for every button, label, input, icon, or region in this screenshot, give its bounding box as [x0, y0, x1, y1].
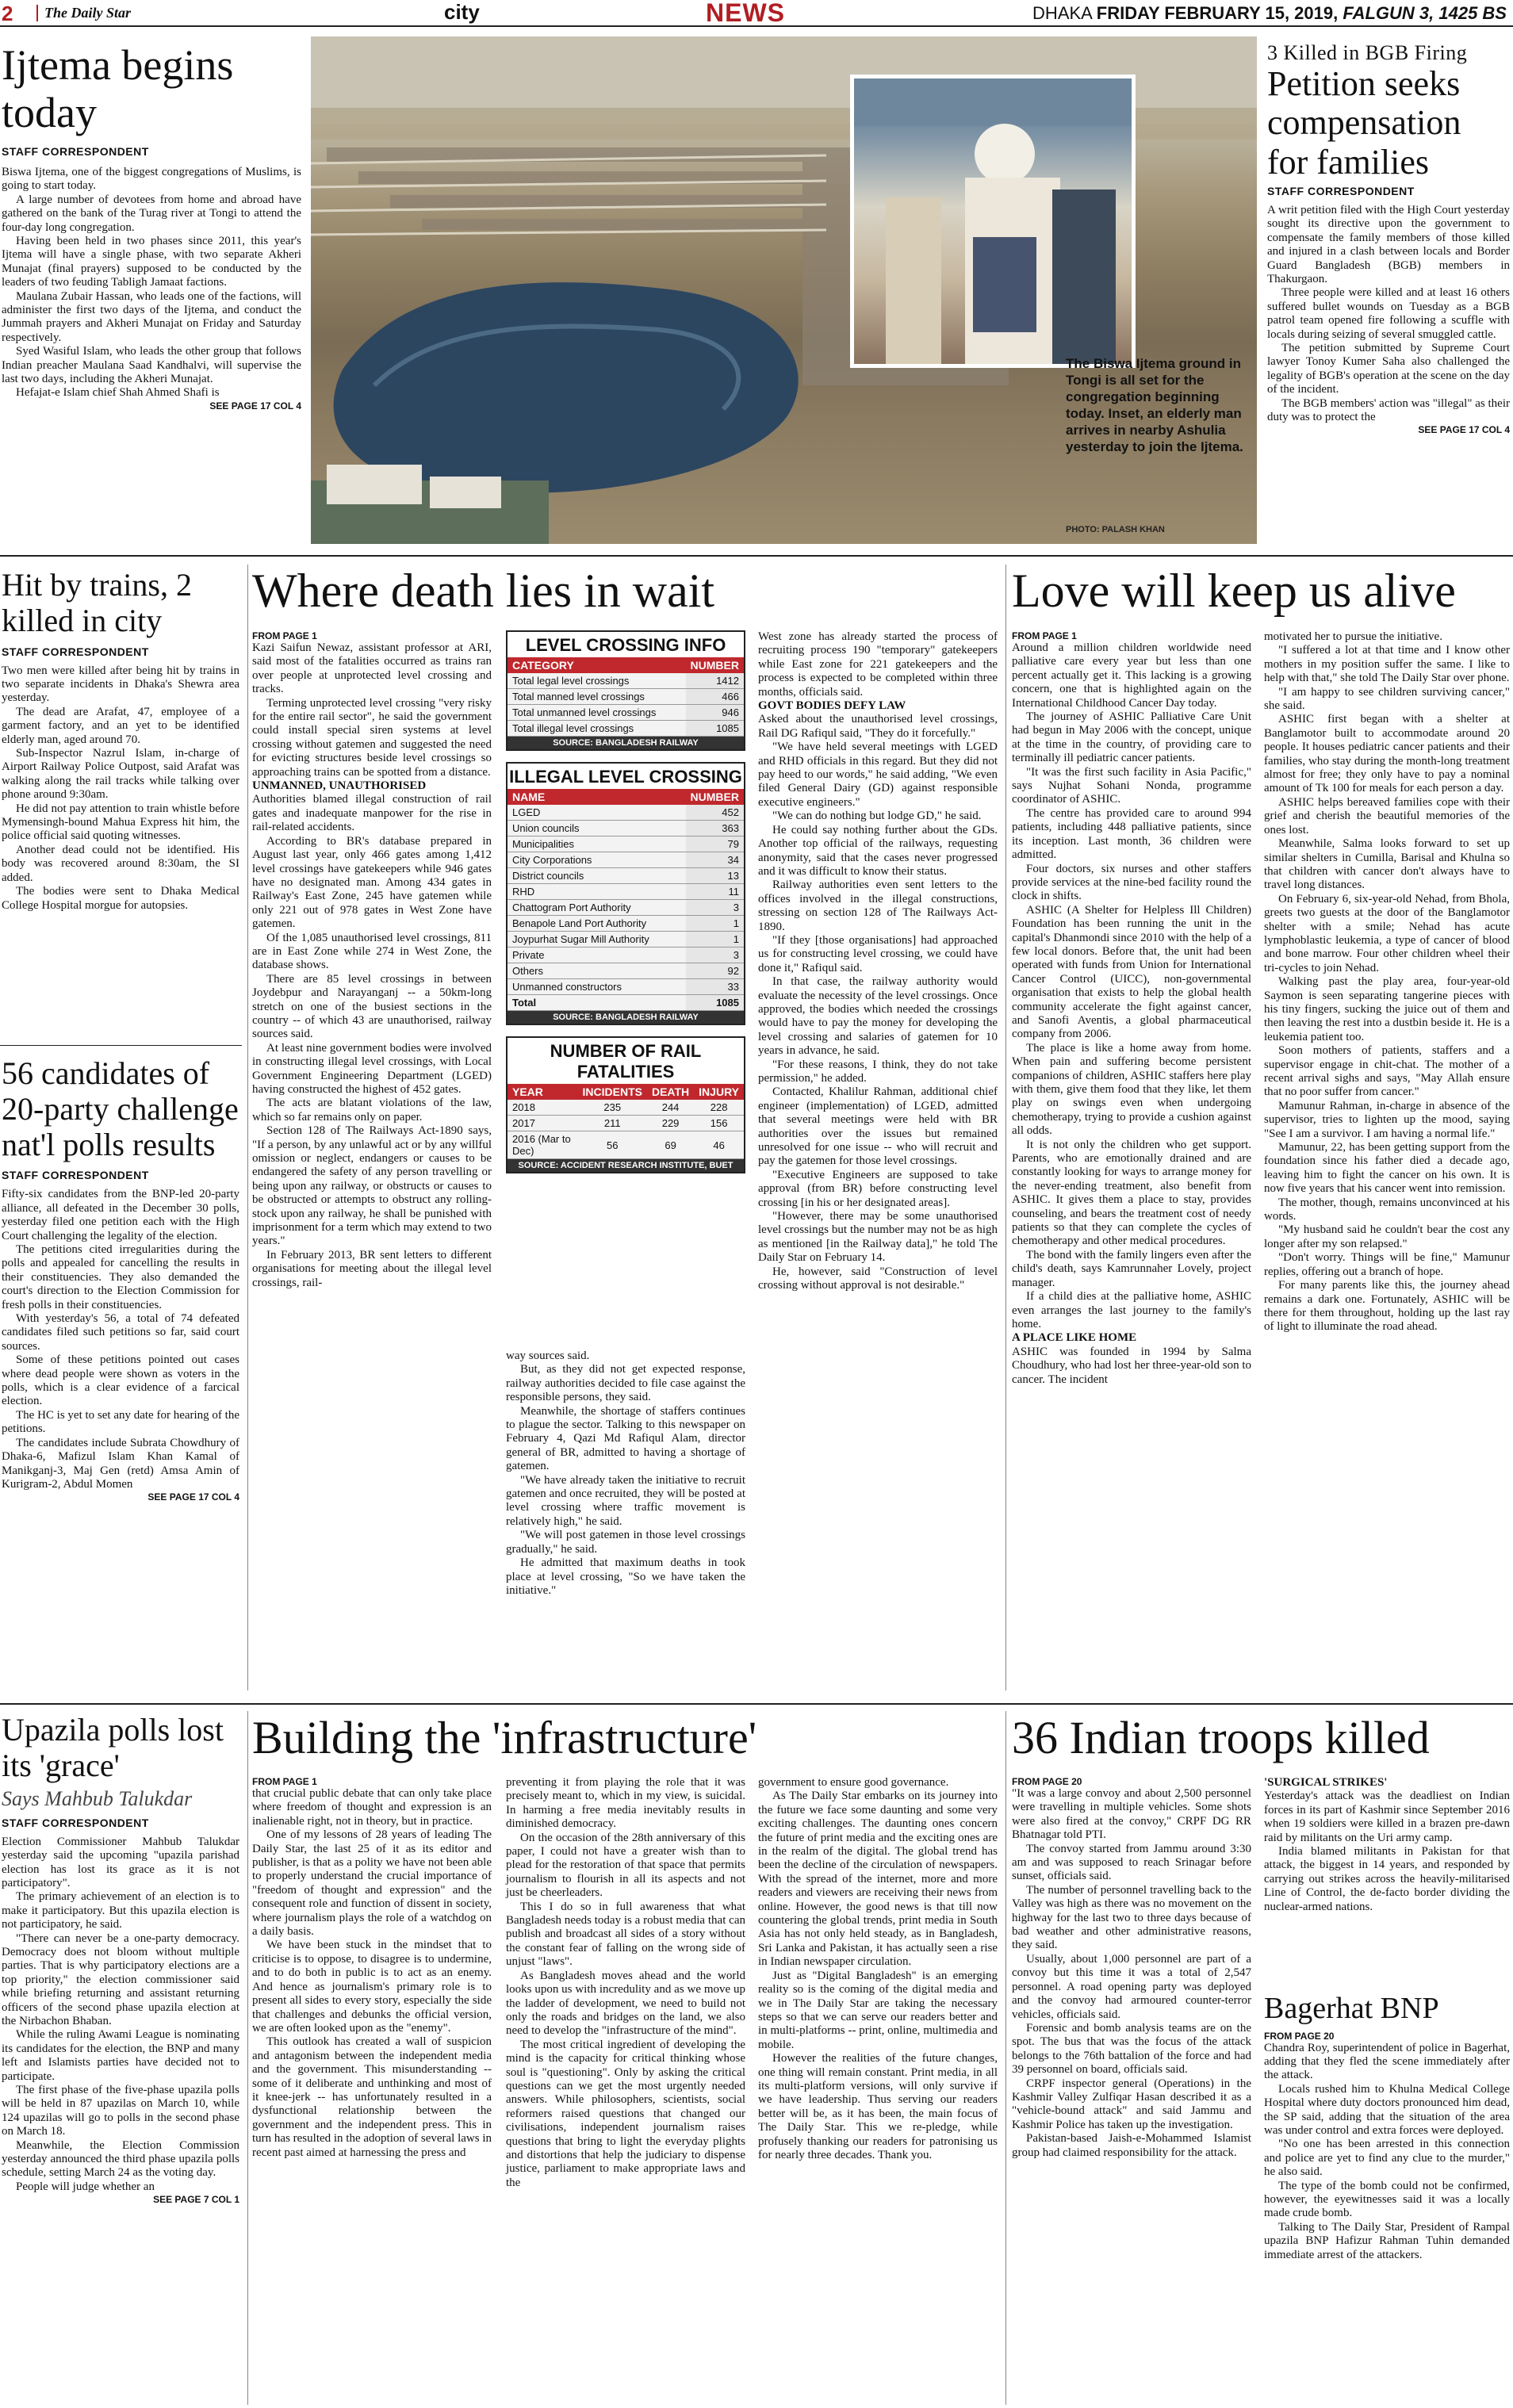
upazila-subhead: Says Mahbub Talukdar [2, 1786, 193, 1810]
cell: 156 [694, 1116, 744, 1131]
cell: 211 [578, 1116, 647, 1131]
paragraph: As Bangladesh moves ahead and the world looks upon us with incredulity and as we move up the ladder of development, we need to build not only the roads and bridges on the land, we also need to develop the "infrastructure of the mind". [506, 1969, 745, 2038]
upazila-byline: STAFF CORRESPONDENT [2, 1816, 149, 1829]
paragraph: Some of these petitions pointed out cases where dead people were shown as voters in the polls, which is a clear evidence of a farcical election. [2, 1353, 239, 1408]
paragraph: government to ensure good governance. [758, 1776, 949, 1789]
paragraph: "Don't worry. Things will be fine," Mamunur replies, offering out a branch of hope. [1264, 1251, 1510, 1278]
paragraph: However the realities of the future changes, one thing will remain constant. Print media, in all its multi-platform versions, will only survive if we have leadership. Thus serving our readers better will be, as it has been, the main focus of The Daily Star. This we re-pledge, while profusely thanking our readers for patronising us for nearly three decades. Thank you. [758, 2052, 998, 2161]
cell: 466 [686, 689, 744, 705]
troops-from: FROM PAGE 20 [1012, 1776, 1082, 1787]
cell: Union councils [508, 821, 686, 836]
candidates-story [2, 1056, 239, 1503]
cell: 1 [686, 916, 744, 932]
dateline-date: FRIDAY FEBRUARY 15, 2019, [1096, 3, 1339, 23]
cell: 228 [694, 1100, 744, 1116]
trains-byline: STAFF CORRESPONDENT [2, 645, 149, 658]
troops-col-2 [1264, 1776, 1510, 1914]
love-col-1 [1012, 630, 1251, 1387]
paragraph: According to BR's database prepared in August last year, only 466 gates among 1,412 level crossings have gatekeepers while 946 gates have no designated man. Among 434 gates in Railway's East Zone, 245 have gatemen while only 221 out of 978 gates in West Zone have gatemen. [252, 834, 492, 931]
paragraph: There are 85 level crossings in between Joydebpur and Narayanganj -- a 50km-long stretch on one of the busiest sections in the country -- of which 43 are unauthorised, railway sources said. [252, 972, 492, 1041]
troops-headline: 36 Indian troops killed [1012, 1712, 1430, 1763]
paragraph: Mamunur, 22, has been getting support from the foundation since his father died a decade ago, leaving him to fight the cancer on his own. It is now five years that his cancer went into remission. [1264, 1141, 1510, 1196]
paragraph: He did not pay attention to train whistle before Mymensingh-bound Mahua Express hit him, the police official said quoting witnesses. [2, 802, 239, 843]
cell: 33 [686, 979, 744, 995]
trains-story [2, 568, 239, 913]
cell: 3 [686, 900, 744, 916]
paragraph: "I suffered a lot at that time and I know other mothers in my position suffer the same. I like to help with that," she told The Daily Star over phone. [1264, 644, 1510, 685]
ijtema-headline: Ijtema begins today [2, 41, 234, 137]
infra-col-1 [252, 1776, 492, 2160]
paragraph: One of my lessons of 28 years of leading The Daily Star, the last 25 of it as its editor and publisher, is that as a polity we have not been able to properly understand the crucial importance of "freedom of thought and expression" and the consequent role and function of dissent in society, where journalism plays the role of a watchdog on a daily basis. [252, 1828, 492, 1939]
death-headline: Where death lies in wait [252, 565, 715, 617]
paragraph: ASHIC first began with a shelter at Banglamotor built to accommodate around 20 people. It houses pediatric cancer patients and their families, who stay during the month-long treatment almost for free; they only have to pay a nominal amount of Tk 100 for meals for each person a day. [1264, 713, 1510, 795]
paragraph: In February 2013, BR sent letters to different organisations for meeting about the illegal level crossings, rail- [252, 1248, 492, 1289]
paragraph: Contacted, Khalilur Rahman, additional chief engineer (implementation) of LGED, admitted that several meetings were held with BR authorities over the issues but remained unresolved for one issue -- who will recruit and pay the gatemen for those level crossings. [758, 1085, 998, 1168]
cell: 92 [686, 963, 744, 979]
cell: 1412 [686, 673, 744, 689]
paragraph: The convoy started from Jammu around 3:30 am and was supposed to reach Srinagar before sunset, officials said. [1012, 1842, 1251, 1883]
death-infographics [506, 630, 745, 1173]
paragraph: Two men were killed after being hit by trains in two separate incidents in Dhaka's Shewra area yesterday. [2, 664, 239, 705]
paragraph: Mamunur Rahman, in-charge in absence of the supervisor, tries to lighten up the mood, saying "See I am a survivor. I am having a normal life." [1264, 1099, 1510, 1140]
love-headline: Love will keep us alive [1012, 565, 1456, 617]
paragraph: Three people were killed and at least 16 others suffered bullet wounds on Tuesday as a BGB patrol team opened fire following a scuffle with locals during seizing of several smuggled cattle. [1267, 286, 1510, 341]
divider [0, 1703, 1513, 1705]
paragraph: The BGB members' action was "illegal" as their duty was to protect the [1267, 396, 1510, 423]
table-row [508, 805, 744, 821]
paragraph: Having been held in two phases since 2011, this year's Ijtema will have a single phase, with two separate Akheri Munajat (final prayers) supposed to be conducted by the leaders of two feuding Tabligh Jamaat factions. [2, 234, 301, 289]
paragraph: ASHIC helps bereaved families cope with their grief and cherish the beautiful memories of the ones lost. [1264, 795, 1510, 836]
table-row [508, 1116, 744, 1131]
cell: 2016 (Mar to Dec) [508, 1131, 578, 1159]
paragraph: "We can do nothing but lodge GD," he said. [772, 810, 982, 823]
paragraph: The HC is yet to set any date for hearing of the petitions. [2, 1408, 239, 1436]
photo-credit: PHOTO: PALASH KHAN [1066, 525, 1165, 534]
cell: Total legal level crossings [508, 673, 686, 689]
bagerhat-from: FROM PAGE 20 [1264, 2030, 1335, 2042]
cell: Total [508, 995, 686, 1011]
paragraph: "It was the first such facility in Asia Pacific," says Nujhat Sohani Nonda, programme coordinator of ASHIC. [1012, 765, 1251, 806]
candidates-jump[interactable]: SEE PAGE 17 COL 4 [147, 1491, 239, 1503]
paragraph: ASHIC was founded in 1994 by Salma Choudhury, who had lost her three-year-old son to cancer. The incident [1012, 1345, 1251, 1386]
paragraph: "If they [those organisations] had approached us for constructing level crossing, we could have done it," Rafiqul said. [758, 933, 998, 974]
paragraph: The acts are blatant violations of the law, which so far remains only on paper. [252, 1097, 492, 1124]
table-row [508, 963, 744, 979]
paragraph: The primary achievement of an election is to make it participatory. But this upazila election is not participatory, he said. [2, 1890, 239, 1931]
paragraph: Railway authorities even sent letters to the offices involved in the illegal constructions, stressing on section 128 of The Railways Act-1890. [758, 879, 998, 933]
illegal-crossing-box [506, 762, 745, 1025]
col-header: NUMBER [686, 657, 744, 673]
petition-body [1267, 204, 1510, 425]
cell: Total unmanned level crossings [508, 705, 686, 721]
table-row [508, 821, 744, 836]
cell: Municipalities [508, 836, 686, 852]
death-from: FROM PAGE 1 [252, 630, 317, 641]
table-row [508, 932, 744, 948]
paragraph: India blamed militants in Pakistan for that attack, the biggest in 14 years, and responded by carrying out strikes across the heavily-militarised Line of Control, the de-facto border dividing the nuclear-armed nations. [1264, 1845, 1510, 1913]
paragraph: "We have already taken the initiative to recruit gatemen and once recruited, they will be posted at level crossing where traffic movement is relatively high," he said. [506, 1473, 745, 1528]
cell: 244 [647, 1100, 694, 1116]
upazila-headline: Upazila polls lost its 'grace' [2, 1712, 224, 1783]
cell: Others [508, 963, 686, 979]
paragraph: Meanwhile, the Election Commission yesterday announced the third phase upazila polls schedule, setting March 24 as the voting day. [2, 2138, 239, 2180]
column-rule [1005, 1711, 1006, 2405]
paragraph: On February 6, six-year-old Nehad, from Bhola, greets two guests at the door of the Banglamotor shelter with a smile; Nehad has acute lymphoblastic leukemia, a type of cancer of blood and bone marrow. Four other children wheel their tri-cycles to join Nehad. [1264, 892, 1510, 974]
table-row [508, 1100, 744, 1116]
cell: Private [508, 948, 686, 963]
subhead: 'SURGICAL STRIKES' [1264, 1776, 1388, 1789]
cell: Unmanned constructors [508, 979, 686, 995]
paragraph: This I do so in full awareness that what Bangladesh needs today is a robust media that can publish and broadcast all sides of a story without the constant fear of falling on the wrong side of unjust "laws". [506, 1900, 745, 1969]
section-news: NEWS [706, 0, 785, 27]
table-row [508, 852, 744, 868]
paragraph: preventing it from playing the role that it was precisely meant to, which in my view, is suicidal. In harming a free media inevitably results in diminished democracy. [506, 1776, 745, 1831]
paragraph: Around a million children worldwide need palliative care every year but less than one percent actually get it. This lacking is a growing concern, one that is highlighted again on the International Childhood Cancer Day today. [1012, 641, 1251, 710]
cell: 46 [694, 1131, 744, 1159]
paragraph: Forensic and bomb analysis teams are on the spot. The bus that was the focus of the attack belongs to the 76th battalion of the force and had 39 personnel on board, officials said. [1012, 2021, 1251, 2077]
paragraph: The petition submitted by Supreme Court lawyer Tonoy Kumer Saha also challenged the legality of BGB's operation at the scene on the day of the incident. [1267, 341, 1510, 396]
divider [0, 1045, 242, 1046]
infra-col-2 [506, 1776, 745, 2190]
cell: 1 [686, 932, 744, 948]
paragraph: It is not only the children who get support. Parents, who are emotionally drained and are constantly looking for ways to arrange money for the never-ending treatment, also benefit from ASHIC. It gives them a place to stay, provides counseling, and bears the treatment cost of needy patients so that they can complete the cycles of chemotherapy and other medical procedures. [1012, 1138, 1251, 1248]
masthead: The Daily Star [36, 5, 131, 21]
petition-jump[interactable]: SEE PAGE 17 COL 4 [1418, 424, 1510, 436]
upazila-story [2, 1713, 239, 2205]
section-city: city [444, 0, 480, 24]
table-row [508, 900, 744, 916]
dateline-bangla: FALGUN 3, 1425 BS [1343, 3, 1507, 23]
paragraph: People will judge whether an [16, 2180, 155, 2193]
paragraph: A writ petition filed with the High Court yesterday sought its directive upon the government to compensate the family members of those killed and injured in a clash between locals and Border Guard Bangladesh (BGB) members in Thakurgaon. [1267, 203, 1510, 285]
infra-col-3 [758, 1776, 998, 2162]
subhead: GOVT BODIES DEFY LAW [758, 699, 906, 713]
paragraph: Usually, about 1,000 personnel are part of a convoy but this time it was a total of 2,547 personnel. A road opening party was deployed and the convoy had armoured counter-terror vehicles, officials said. [1012, 1952, 1251, 2021]
bagerhat-story [1264, 1992, 1510, 2262]
paragraph: Meanwhile, Salma looks forward to set up similar shelters in Cumilla, Barisal and Khulna so that children with cancer don't always have to travel long distances. [1264, 837, 1510, 892]
cell: 34 [686, 852, 744, 868]
table-row [508, 721, 744, 737]
paragraph: Meanwhile, the shortage of staffers continues to plague the sector. Talking to this newspaper on February 4, Qazi Md Rafiqul Alam, director general of BR, admitted to having a shortage of gatemen. [506, 1404, 745, 1473]
paragraph: way sources said. [506, 1349, 590, 1362]
cell: Total manned level crossings [508, 689, 686, 705]
infra-from: FROM PAGE 1 [252, 1776, 317, 1787]
paragraph: Just as "Digital Bangladesh" is an emerging reality so is the coming of the digital media and we in The Daily Star are taking the necessary steps so that we can serve our readers better and in multi-platforms -- print, online, multimedia and mobile. [758, 1969, 998, 2051]
table-row [508, 916, 744, 932]
cell: Chattogram Port Authority [508, 900, 686, 916]
paragraph: ASHIC (A Shelter for Helpless Ill Children) Foundation has been running the unit in the capital's Dhanmondi since 2010 with the help of a few local donors. Before that, the unit had been operated with funds from Union for International Cancer Control (UICC), non-governmental organisation that exists to help the global health community accelerate the fight against cancer, and Sanofi Aventis, a global pharmaceutical company from 2006. [1012, 903, 1251, 1041]
paragraph: Hefajat-e Islam chief Shah Ahmed Shafi is [16, 386, 220, 400]
col-header: INJURY [694, 1084, 744, 1100]
level-crossing-table [508, 657, 744, 737]
paragraph: The most critical ingredient of developing the mind is the capacity for critical thinking whose soul is "questioning". Only by asking the critical questions can we get the most urgently needed answers. While philosophers, scientists, social reformers raised questions that changed our civilisations, independent journalism raises questions that bring to light the everyday plights and distortions that help the judiciary to dispense justice, parliament to make appropriate laws and the [506, 2038, 745, 2189]
paragraph: He admitted that maximum deaths in took place at level crossing, "So we have taken the initiative." [506, 1556, 745, 1597]
paragraph: "My husband said he couldn't bear the cost any longer after my son relapsed." [1264, 1223, 1510, 1250]
rail-fatalities-box [506, 1036, 745, 1173]
paragraph: Another dead could not be identified. His body was recovered around 8:30am, the SI added. [2, 843, 239, 884]
cell: 229 [647, 1116, 694, 1131]
love-col-2 [1264, 630, 1510, 1334]
paragraph: Fifty-six candidates from the BNP-led 20-party alliance, all defeated in the December 30 polls, yesterday filed one petition each with the High Court challenging the legality of the election. [2, 1188, 239, 1242]
paragraph: Sub-Inspector Nazrul Islam, in-charge of Airport Railway Police Outpost, said Arafat was walking along the rail tracks while talking over phone around 9:30am. [2, 747, 239, 802]
paragraph: Locals rushed him to Khulna Medical College Hospital where duty doctors pronounced him dead, the SP said, adding that the situation of the area was under control and extra forces were deployed. [1264, 2082, 1510, 2137]
troops-col-1 [1012, 1776, 1251, 2160]
paragraph: Yesterday's attack was the deadliest on Indian forces in its part of Kashmir since September 2016 when 19 soldiers were killed in a brazen pre-dawn raid by militants on the Uri army camp. [1264, 1790, 1510, 1844]
cell: 79 [686, 836, 744, 852]
cell: Total illegal level crossings [508, 721, 686, 737]
cell: 2017 [508, 1116, 578, 1131]
paragraph: "However, there may be some unauthorised level crossings but the number may not be as high as mentioned [in the Railway data]," he told The Daily Star on February 14. [758, 1210, 998, 1265]
box-title: ILLEGAL LEVEL CROSSING [509, 767, 742, 787]
paragraph: Soon mothers of patients, staffers and a supervisor engage in chit-chat. The mother of a recent arrival sighs and says, "May Allah ensure that no poor suffer from cancer." [1264, 1044, 1510, 1099]
divider [0, 555, 1513, 557]
paragraph: Maulana Zubair Hassan, who leads one of the factions, will administer the first two days of the Ijtema, and conduct the Jummah prayers and Akheri Munajat on Friday and Saturday respectively. [2, 289, 301, 344]
paragraph: Chandra Roy, superintendent of police in Bagerhat, adding that they fled the scene immediately after the attack. [1264, 2041, 1510, 2082]
paragraph: Authorities blamed illegal construction of rail gates and inadequate manpower for the rise in rail-related accidents. [252, 793, 492, 834]
table-row [508, 836, 744, 852]
cell: City Corporations [508, 852, 686, 868]
inset-illustration [854, 78, 1132, 364]
bagerhat-headline: Bagerhat BNP [1264, 1992, 1439, 2025]
paragraph: A large number of devotees from home and abroad have gathered on the bank of the Turag river at Tongi to attend the four-day long congregation. [2, 193, 301, 234]
table-row [508, 689, 744, 705]
paragraph: The petitions cited irregularities during the polls and appealed for cancelling the results in their constituencies. They also demanded the court's direction to the Election Commission for fresh polls in their constituencies. [2, 1243, 239, 1311]
paragraph: CRPF inspector general (Operations) in the Kashmir Valley Zulfiqar Hasan described it as a "vehicle-bound attack" and said Jammu and Kashmir Police has taken up the investigation. [1012, 2077, 1251, 2131]
page-number: 2 [2, 2, 13, 25]
paragraph: This outlook has created a wall of suspicion and antagonism between the independent media and the government. This misunderstanding -- some of it deliberate and unthinking and most of it knee-jerk -- has unfortunately resulted in a dysfunctional relationship between the government and the independent press. This in turn has resulted in the adoption of several laws in recent past aimed at harnessing the press and [252, 2035, 492, 2159]
col-header: DEATH [647, 1084, 694, 1100]
cell: 2018 [508, 1100, 578, 1116]
page-header [0, 0, 1513, 27]
paragraph: "I am happy to see children surviving cancer," she said. [1264, 685, 1510, 713]
paragraph: The dead are Arafat, 47, employee of a garment factory, and an yet to be identified elderly man, aged around 70. [2, 705, 239, 746]
cell: Joypurhat Sugar Mill Authority [508, 932, 686, 948]
box-source: SOURCE: BANGLADESH RAILWAY [508, 1011, 744, 1024]
paragraph: "There can never be a one-party democracy. Democracy does not bloom without multiple parties. That is why participatory elections are a top priority," the election commissioner said while briefing returning and assistant returning officers of the second phase upazila election at the Nirbachon Bhaban. [2, 1931, 239, 2027]
candidates-headline: 56 candidates of 20-party challenge nat'l polls results [2, 1055, 239, 1162]
photo-caption: The Biswa Ijtema ground in Tongi is all set for the congregation beginning today. Inset, an elderly man arrives in nearby Ashulia yesterday to join the Ijtema. [1066, 356, 1243, 454]
subhead: A PLACE LIKE HOME [1012, 1331, 1137, 1345]
paragraph: The bond with the family lingers even after the child's death, says Kamrunnaher Lovely, project manager. [1012, 1248, 1251, 1289]
paragraph: motivated her to pursue the initiative. [1264, 630, 1442, 643]
col-header: NAME [508, 789, 686, 805]
paragraph: The place is like a home away from home. When pain and suffering become persistent companions of children, ASHIC staffers here play with them, give them food that they like, let them play on swings even when undergoing chemotherapy, trying to provide a cushion against all odds. [1012, 1041, 1251, 1138]
cell: 1085 [686, 721, 744, 737]
paragraph: The centre has provided care to around 994 patients, including 448 palliative patients, since its inception. Last month, 36 children were admitted. [1012, 806, 1251, 862]
cell: LGED [508, 805, 686, 821]
candidates-body [2, 1188, 239, 1491]
ijtema-inset-photo [850, 75, 1136, 368]
subhead: UNMANNED, UNAUTHORISED [252, 779, 427, 793]
petition-kicker: 3 Killed in BGB Firing [1267, 41, 1468, 64]
death-col-3 [758, 630, 998, 1293]
table-row [508, 705, 744, 721]
petition-byline: STAFF CORRESPONDENT [1267, 184, 1415, 197]
rail-fatalities-table [508, 1084, 744, 1159]
paragraph: "Executive Engineers are supposed to take approval (from BR) before constructing level crossing [in his or her designated areas]. [758, 1168, 998, 1209]
dateline-city: DHAKA [1032, 3, 1092, 23]
paragraph: On the occasion of the 28th anniversary of this paper, I could not have a greater wish than to plead for the restoration of that space that permits journalism to flourish in all its aspects and not just be cheerleaders. [506, 1831, 745, 1900]
cell: District councils [508, 868, 686, 884]
table-row [508, 868, 744, 884]
bagerhat-body [1264, 2031, 1510, 2263]
cell: 235 [578, 1100, 647, 1116]
trains-headline: Hit by trains, 2 killed in city [2, 567, 192, 638]
paragraph: Syed Wasiful Islam, who leads the other group that follows Indian preacher Maulana Saad Kandhalvi, will supervise the last two days, including the Akheri Munajat. [2, 345, 301, 386]
table-row [508, 1131, 744, 1159]
paragraph: Talking to The Daily Star, President of Rampal upazila BNP Hafizur Rahman Tuhin demanded immediate arrest of the attackers. [1264, 2220, 1510, 2261]
paragraph: The number of personnel travelling back to the Valley was high as there was no movement on the highway for the last two to three days because of bad weather and other administrative reasons, they said. [1012, 1883, 1251, 1952]
paragraph: As The Daily Star embarks on its journey into the future we face some daunting and some very exciting challenges. The daunting ones concern the future of print media and the exciting ones are in the realm of the digital. The global trend has been the decline of the circulation of newspapers. With the spread of the internet, more and more readers and viewers are receiving their news from online. However, the good news is that till now countering the global trends, print media in South Asia has not only held steady, as in Bangladesh, Sri Lanka and Pakistan, it has actually seen a rise in Indian newspaper circulation. [758, 1790, 998, 1969]
paragraph: Biswa Ijtema, one of the biggest congregations of Muslims, is going to start today. [2, 165, 301, 193]
paragraph: We have been stuck in the mindset that to criticise is to oppose, to disagree is to undermine, and to do both in public is to act as an enemy. And hence as journalism's primary role is to present all sides to every story, especially the side that challenges and debunks the official version, we are often looked upon as the "enemy". [252, 1939, 492, 2035]
paragraph: Kazi Saifun Newaz, assistant professor at ARI, said most of the fatalities occurred as trains ran over people at unprotected level crossing and tracks. [252, 641, 492, 696]
upazila-body [2, 1836, 239, 2195]
dateline [1032, 3, 1507, 24]
paragraph: "For these reasons, I think, they do not take permission," he added. [758, 1058, 998, 1085]
column-rule [247, 565, 248, 1690]
table-row-total [508, 995, 744, 1011]
paragraph: Four doctors, six nurses and other staffers provide services at the nine-bed facility round the clock in shifts. [1012, 862, 1251, 903]
paragraph: "It was a large convoy and about 2,500 personnel were travelling in multiple vehicles. Some shots were also fired at the convoy," CRPF DG RR Bhatnagar told PTI. [1012, 1787, 1251, 1842]
paragraph: "We will post gatemen in those level crossings gradually," he said. [506, 1529, 745, 1556]
ijtema-story [2, 41, 301, 412]
column-rule [1005, 565, 1006, 1690]
paragraph: At least nine government bodies were involved in constructing illegal level crossings, with Local Government Engineering Department (LGED) having constructed the highest of 452 gates. [252, 1041, 492, 1096]
paragraph: Asked about the unauthorised level crossings, Rail DG Rafiqul said, "They do it forcefully." [758, 713, 998, 740]
paragraph: Pakistan-based Jaish-e-Mohammed Islamist group had claimed responsibility for the attack. [1012, 2132, 1251, 2159]
paragraph: that crucial public debate that can only take place where freedom of thought and expression is an inalienable right, not in theory, but in practice. [252, 1787, 492, 1828]
table-row [508, 673, 744, 689]
paragraph: The type of the bomb could not be confirmed, however, the eyewitnesses said it was a locally made crude bomb. [1264, 2179, 1510, 2220]
box-title: LEVEL CROSSING INFO [525, 635, 726, 655]
box-source: SOURCE: ACCIDENT RESEARCH INSTITUTE, BUET [508, 1159, 744, 1172]
table-row [508, 884, 744, 900]
paragraph: The mother, though, remains unconvinced at his words. [1264, 1196, 1510, 1223]
paragraph: The candidates include Subrata Chowdhury of Dhaka-6, Mafizul Islam Khan Kamal of Manikganj-3, Maj Gen (retd) Amsa Amin of Kurigram-2, Abdul Momen [2, 1436, 239, 1491]
cell: 363 [686, 821, 744, 836]
illegal-crossing-table [508, 789, 744, 1011]
trains-body [2, 664, 239, 913]
paragraph: The journey of ASHIC Palliative Care Unit had begun in May 2006 with the concept, unique at the time in the country, of providing care to terminally ill pediatric cancer patients. [1012, 710, 1251, 765]
death-col-1 [252, 630, 492, 1290]
paragraph: With yesterday's 56, a total of 74 defeated candidates filed such petitions so far, said court sources. [2, 1312, 239, 1353]
ijtema-jump[interactable]: SEE PAGE 17 COL 4 [209, 400, 301, 412]
paragraph: Walking past the play area, four-year-old Saymon is seen separating tangerine pieces with his tiny fingers, sucking the juice out of them and then leaving the rest into a dustbin beside it. He is a leukemia patient too. [1264, 975, 1510, 1043]
table-row [508, 948, 744, 963]
cell: 3 [686, 948, 744, 963]
paragraph: While the ruling Awami League is nominating its candidates for the election, the BNP and many left and Islamists parties have decided not to participate. [2, 2028, 239, 2083]
candidates-byline: STAFF CORRESPONDENT [2, 1169, 149, 1182]
cell: Benapole Land Port Authority [508, 916, 686, 932]
infra-headline: Building the 'infrastructure' [252, 1712, 757, 1763]
col-header: CATEGORY [508, 657, 686, 673]
cell: 946 [686, 705, 744, 721]
love-from: FROM PAGE 1 [1012, 630, 1077, 641]
paragraph: "No one has been arrested in this connection and police are yet to find any clue to the murder," he also said. [1264, 2138, 1510, 2179]
cell: 69 [647, 1131, 694, 1159]
cell: 452 [686, 805, 744, 821]
ijtema-byline: STAFF CORRESPONDENT [2, 144, 149, 158]
col-header: NUMBER [686, 789, 744, 805]
paragraph: But, as they did not get expected response, railway authorities decided to file case against the responsible persons, they said. [506, 1363, 745, 1404]
paragraph: In that case, the railway authority would evaluate the necessity of the level crossings. Once approved, the bodies which needed the crossings would have to pay the money for developing the level crossing and salaries of gatemen for 10 years in advance, he said. [758, 975, 998, 1058]
table-row [508, 979, 744, 995]
paragraph: For many parents like this, the journey ahead remains a dark one. Fortunately, ASHIC will be there for them throughout, holding up the last ray of light to illuminate the road ahead. [1264, 1279, 1510, 1334]
petition-story [1267, 41, 1510, 435]
column-rule [247, 1711, 248, 2405]
paragraph: Section 128 of The Railways Act-1890 says, "If a person, by any unlawful act or by any willful omission or neglect, endangers or causes to be endangered the safety of any person travelling or being upon any railway, or obstructs or causes to be obstructed or attempts to obstruct any rolling-stock upon any railway, he shall be punished with imprisonment for a term which may extend to two years." [252, 1124, 492, 1248]
paragraph: Election Commissioner Mahbub Talukdar yesterday said the upcoming "upazila parishad election has lost its grace as it is not participatory". [2, 1835, 239, 1889]
paragraph: Terming unprotected level crossing "very risky for the entire rail sector", he said the government could install special siren systems at level crossing without gatemen and suggested the need for evicting structures beside level crossings so approaching trains can be spotted from a distance. [252, 696, 492, 779]
col-header: YEAR [508, 1084, 578, 1100]
cell: RHD [508, 884, 686, 900]
paragraph: "We have held several meetings with LGED and RHD officials in this regard. But they did not pay heed to our words," he said adding, "We even filed General Dairy (GD) against responsible executive engineers." [758, 741, 998, 809]
cell: 11 [686, 884, 744, 900]
paragraph: He could say nothing further about the GDs. Another top official of the railways, requesting anonymity, said that the cases never progressed and it was difficult to know their status. [758, 823, 998, 878]
paragraph: The first phase of the five-phase upazila polls will be held in 87 upazilas on March 10, while 124 upazilas will go to polls in the second phase on March 18. [2, 2084, 239, 2138]
paragraph: The bodies were sent to Dhaka Medical College Hospital morgue for autopsies. [2, 885, 239, 912]
petition-headline: Petition seeks compensation for families [1267, 64, 1461, 182]
cell: 13 [686, 868, 744, 884]
cell: 1085 [686, 995, 744, 1011]
paragraph: Of the 1,085 unauthorised level crossings, 811 are in East Zone while 274 in West Zone, the database shows. [252, 931, 492, 972]
box-title: NUMBER OF RAIL FATALITIES [550, 1041, 702, 1081]
ijtema-body [2, 166, 301, 400]
paragraph: If a child dies at the palliative home, ASHIC even arranges the last journey to the family's home. [1012, 1290, 1251, 1330]
upazila-jump[interactable]: SEE PAGE 7 COL 1 [153, 2194, 239, 2206]
paragraph: West zone has already started the process of recruiting process 190 "temporary" gatekeepers while East zone for 221 gatekeepers and the process is expected to be completed within three months, officials said. [758, 630, 998, 699]
level-crossing-info-box [506, 630, 745, 751]
cell: 56 [578, 1131, 647, 1159]
box-source: SOURCE: BANGLADESH RAILWAY [508, 737, 744, 749]
paragraph: He, however, said "Construction of level crossing without approval is not desirable." [758, 1265, 998, 1292]
death-col-2 [506, 1349, 745, 1598]
col-header: INCIDENTS [578, 1084, 647, 1100]
